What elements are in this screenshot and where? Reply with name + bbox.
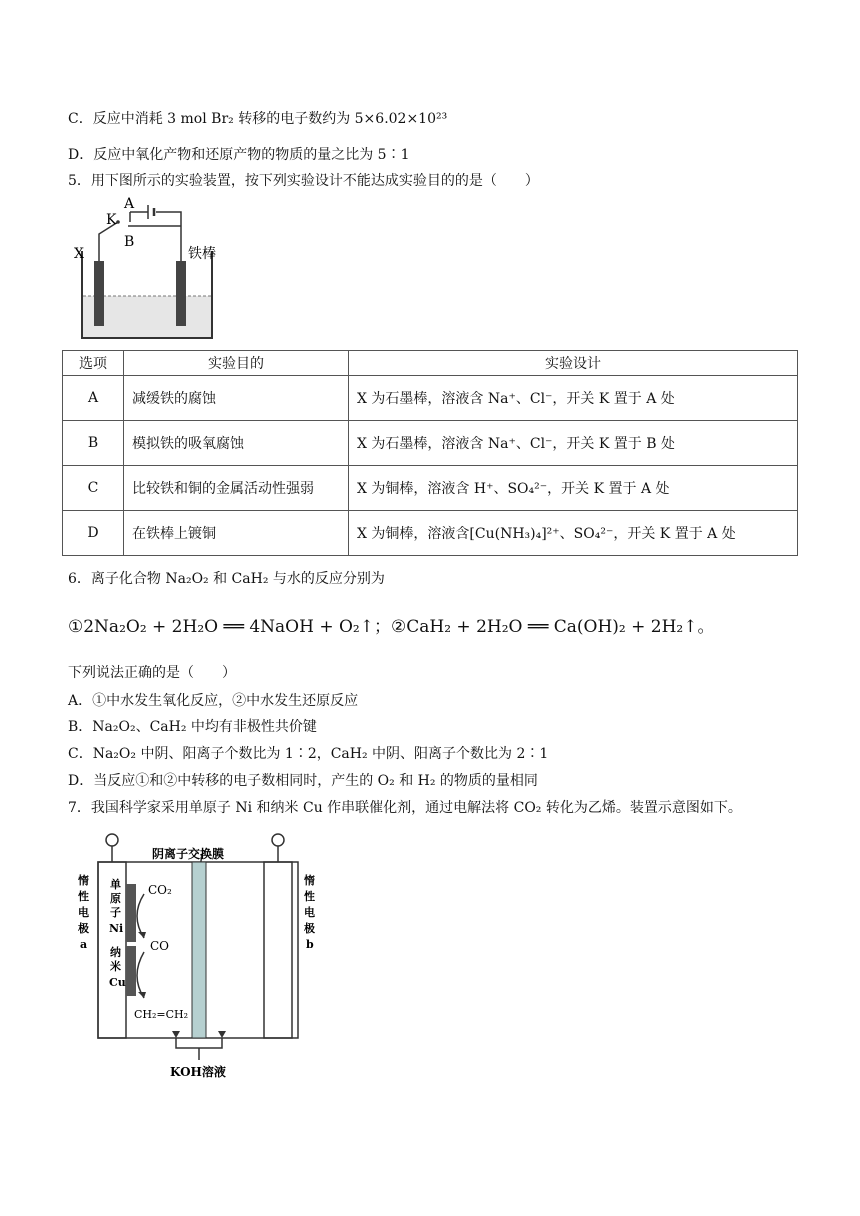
question-7-stem: 7．我国科学家采用单原子 Ni 和纳米 Cu 作串联催化剂，通过电解法将 CO₂ 转化为乙烯。装置示意图如下。: [68, 800, 742, 816]
ni-char: 单: [110, 878, 121, 891]
table-cell: X 为铜棒，溶液含[Cu(NH₃)₄]²⁺、SO₄²⁻，开关 K 置于 A 处: [349, 511, 798, 556]
question-6-ask: 下列说法正确的是（ ）: [68, 665, 236, 681]
electrode-b-char: 极: [304, 922, 315, 935]
option-a: A．①中水发生氧化反应，②中水发生还原反应: [68, 693, 359, 709]
electrode-b-char: 惰: [304, 874, 315, 887]
reaction-equations: ①2Na₂O₂ + 2H₂O ══ 4NaOH + O₂↑；②CaH₂ + 2H₂O ══ Ca(OH)₂ + 2H₂↑。: [68, 617, 715, 637]
label-x: X: [74, 246, 84, 262]
table-cell: 比较铁和铜的金属活动性强弱: [124, 466, 349, 511]
table-cell: X 为铜棒，溶液含 H⁺、SO₄²⁻，开关 K 置于 A 处: [349, 466, 798, 511]
cu-char: Cu: [109, 976, 126, 989]
label-a: A: [124, 196, 135, 212]
table-header: 实验设计: [349, 351, 798, 376]
table-row: [63, 376, 798, 421]
electrode-a-char: 性: [78, 890, 89, 903]
option-b: B．Na₂O₂、CaH₂ 中均有非极性共价键: [68, 719, 317, 735]
co-label: CO: [150, 939, 170, 953]
question-6-stem: 6．离子化合物 Na₂O₂ 和 CaH₂ 与水的反应分别为: [68, 571, 385, 587]
electrode-a-char: a: [80, 938, 88, 951]
table-cell: X 为石墨棒，溶液含 Na⁺、Cl⁻，开关 K 置于 B 处: [349, 421, 798, 466]
table-cell: A: [63, 376, 124, 421]
electrode-a-char: 惰: [78, 874, 89, 887]
membrane-label: 阴离子交换膜: [152, 847, 225, 861]
cu-char: 纳: [110, 946, 121, 959]
co2-label: CO₂: [148, 883, 172, 897]
electrode-a-char: 极: [78, 922, 89, 935]
option-d-top: D．反应中氧化产物和还原产物的物质的量之比为 5∶1: [68, 147, 410, 163]
table-header: 实验目的: [124, 351, 349, 376]
table-cell: B: [63, 421, 124, 466]
table-cell: 减缓铁的腐蚀: [124, 376, 349, 421]
table-row: [63, 511, 798, 556]
table-cell: 在铁棒上镀铜: [124, 511, 349, 556]
koh-label: KOH溶液: [170, 1065, 226, 1079]
electrode-a-char: 电: [78, 906, 89, 919]
label-k: K: [106, 212, 117, 228]
electrolysis-cell-figure: [72, 828, 332, 1088]
ethylene-label: CH₂=CH₂: [134, 1008, 189, 1021]
label-b: B: [124, 234, 135, 250]
table-cell: 模拟铁的吸氧腐蚀: [124, 421, 349, 466]
option-d: D．当反应①和②中转移的电子数相同时，产生的 O₂ 和 H₂ 的物质的量相同: [68, 773, 538, 789]
table-cell: D: [63, 511, 124, 556]
ni-char: Ni: [109, 922, 124, 935]
ni-char: 子: [110, 906, 121, 919]
table-header: 选项: [63, 351, 124, 376]
option-c: C．Na₂O₂ 中阴、阳离子个数比为 1∶2，CaH₂ 中阴、阳离子个数比为 2∶1: [68, 746, 549, 762]
table-cell: X 为石墨棒，溶液含 Na⁺、Cl⁻，开关 K 置于 A 处: [349, 376, 798, 421]
electrode-b-char: b: [306, 938, 314, 951]
table-header-row: [63, 351, 798, 376]
cu-char: 米: [110, 960, 121, 973]
label-iron-rod: 铁棒: [188, 246, 216, 262]
electrolysis-apparatus-figure: [68, 196, 238, 346]
electrode-b-char: 电: [304, 906, 315, 919]
table-row: [63, 466, 798, 511]
question-5-stem: 5．用下图所示的实验装置，按下列实验设计不能达成实验目的的是（ ）: [68, 173, 539, 189]
electrode-b-char: 性: [304, 890, 315, 903]
ni-char: 原: [110, 892, 121, 905]
table-cell: C: [63, 466, 124, 511]
table-row: [63, 421, 798, 466]
option-c-top: C．反应中消耗 3 mol Br₂ 转移的电子数约为 5×6.02×10²³: [68, 111, 448, 127]
experiment-table: [62, 350, 798, 556]
